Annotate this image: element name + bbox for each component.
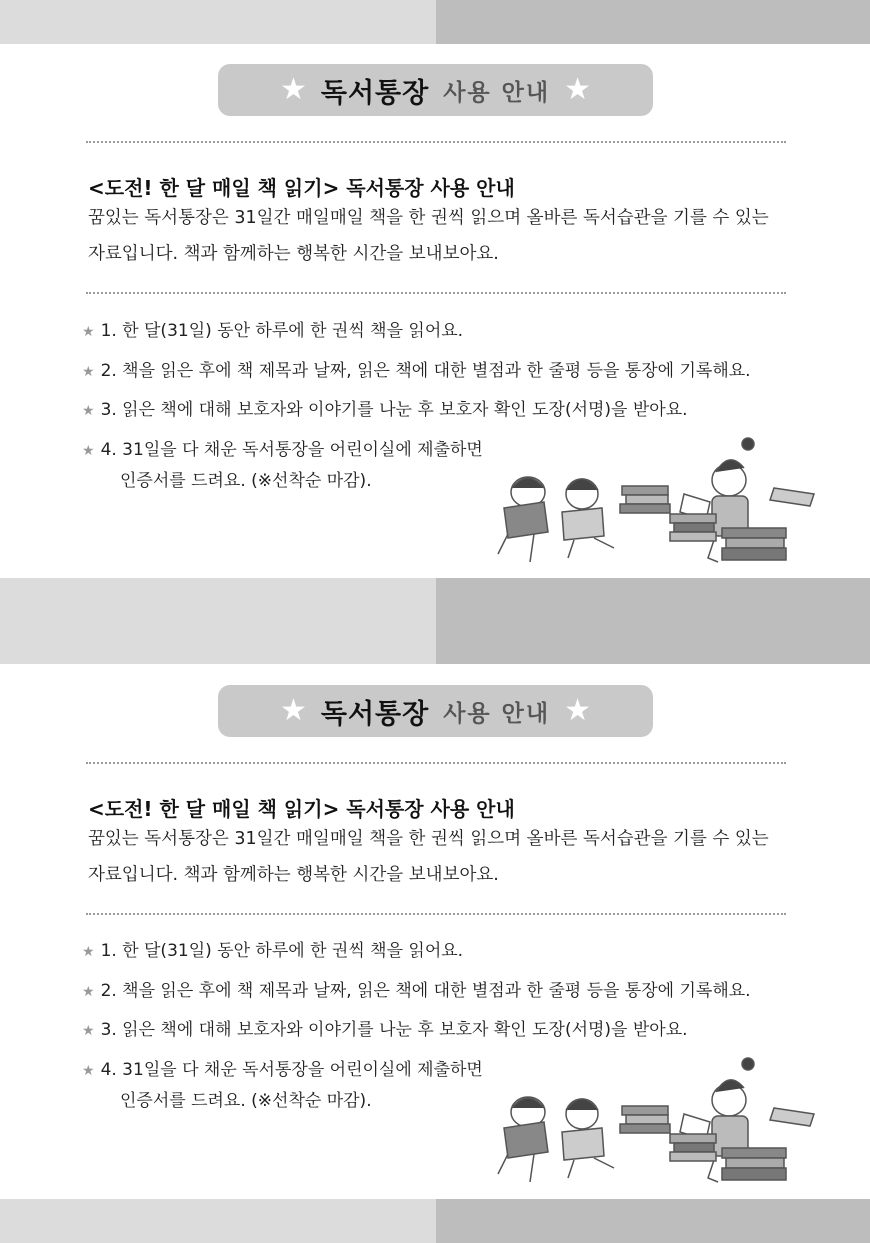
star-bullet-icon: ★: [82, 403, 95, 419]
banner-title-bold: 독서통장: [320, 77, 430, 109]
description-line: 꿈있는 독서통장은 31일간 매일매일 책을 한 권씩 읽으며 올바른 독서습관을 기를 수 있는: [88, 829, 769, 849]
list-item-text: 2. 책을 읽은 후에 책 제목과 날짜, 읽은 책에 대한 별점과 한 줄평 등을 통장에 기록해요.: [100, 981, 751, 1001]
list-item-text: 4. 31일을 다 채운 독서통장을 어린이실에 제출하면: [100, 1060, 483, 1080]
star-bullet-icon: ★: [82, 443, 95, 459]
list-item-text: 3. 읽은 책에 대해 보호자와 이야기를 나눈 후 보호자 확인 도장(서명)을 받아요.: [100, 400, 688, 420]
star-icon: ★: [564, 72, 592, 107]
reading-children-illustration: [494, 430, 824, 570]
star-icon: ★: [279, 72, 307, 107]
star-bullet-icon: ★: [82, 364, 95, 380]
list-item-text: 4. 31일을 다 채운 독서통장을 어린이실에 제출하면: [100, 440, 483, 460]
banner-title-light: 사용 안내: [443, 79, 551, 106]
guide-section-2: [0, 664, 870, 1199]
list-item: [82, 438, 483, 463]
dotted-divider: [86, 913, 786, 915]
star-bullet-icon: ★: [82, 1063, 95, 1079]
list-item-continuation: 인증서를 드려요. (※선착순 마감).: [120, 1091, 372, 1111]
bottom-band: [0, 1199, 870, 1243]
star-icon: ★: [279, 693, 307, 728]
description: [88, 200, 798, 272]
list-item: [82, 939, 463, 964]
description-line: 자료입니다. 책과 함께하는 행복한 시간을 보내보아요.: [88, 865, 499, 885]
list-item-text: 1. 한 달(31일) 동안 하루에 한 권씩 책을 읽어요.: [100, 321, 464, 341]
banner-title-light: 사용 안내: [443, 700, 551, 727]
reading-children-illustration: [494, 1050, 824, 1190]
dotted-divider: [86, 292, 786, 294]
guide-section-1: [0, 0, 870, 578]
section-heading: <도전! 한 달 매일 책 읽기> 독서통장 사용 안내: [88, 797, 515, 821]
list-item: [82, 1018, 688, 1043]
list-item: [82, 398, 688, 423]
dotted-divider: [86, 141, 786, 143]
middle-band: [0, 578, 870, 664]
section-heading: <도전! 한 달 매일 책 읽기> 독서통장 사용 안내: [88, 176, 515, 200]
star-bullet-icon: ★: [82, 1023, 95, 1039]
band-right: [436, 578, 870, 664]
list-item: [82, 1058, 483, 1083]
list-item-text: 3. 읽은 책에 대해 보호자와 이야기를 나눈 후 보호자 확인 도장(서명)을 받아요.: [100, 1020, 688, 1040]
star-bullet-icon: ★: [82, 944, 95, 960]
list-item-continuation: 인증서를 드려요. (※선착순 마감).: [120, 471, 372, 491]
list-item: [82, 359, 751, 384]
list-item: [82, 319, 463, 344]
band-right: [436, 1199, 870, 1243]
description-line: 꿈있는 독서통장은 31일간 매일매일 책을 한 권씩 읽으며 올바른 독서습관을 기를 수 있는: [88, 208, 769, 228]
title-banner: [218, 685, 653, 737]
list-item-text: 1. 한 달(31일) 동안 하루에 한 권씩 책을 읽어요.: [100, 941, 464, 961]
list-item-text: 2. 책을 읽은 후에 책 제목과 날짜, 읽은 책에 대한 별점과 한 줄평 등을 통장에 기록해요.: [100, 361, 751, 381]
dotted-divider: [86, 762, 786, 764]
title-banner: [218, 64, 653, 116]
star-icon: ★: [564, 693, 592, 728]
band-left: [0, 578, 436, 664]
list-item: [82, 979, 751, 1004]
description: [88, 821, 798, 893]
star-bullet-icon: ★: [82, 324, 95, 340]
banner-title-bold: 독서통장: [320, 698, 430, 730]
star-bullet-icon: ★: [82, 984, 95, 1000]
description-line: 자료입니다. 책과 함께하는 행복한 시간을 보내보아요.: [88, 244, 499, 264]
band-left: [0, 1199, 436, 1243]
